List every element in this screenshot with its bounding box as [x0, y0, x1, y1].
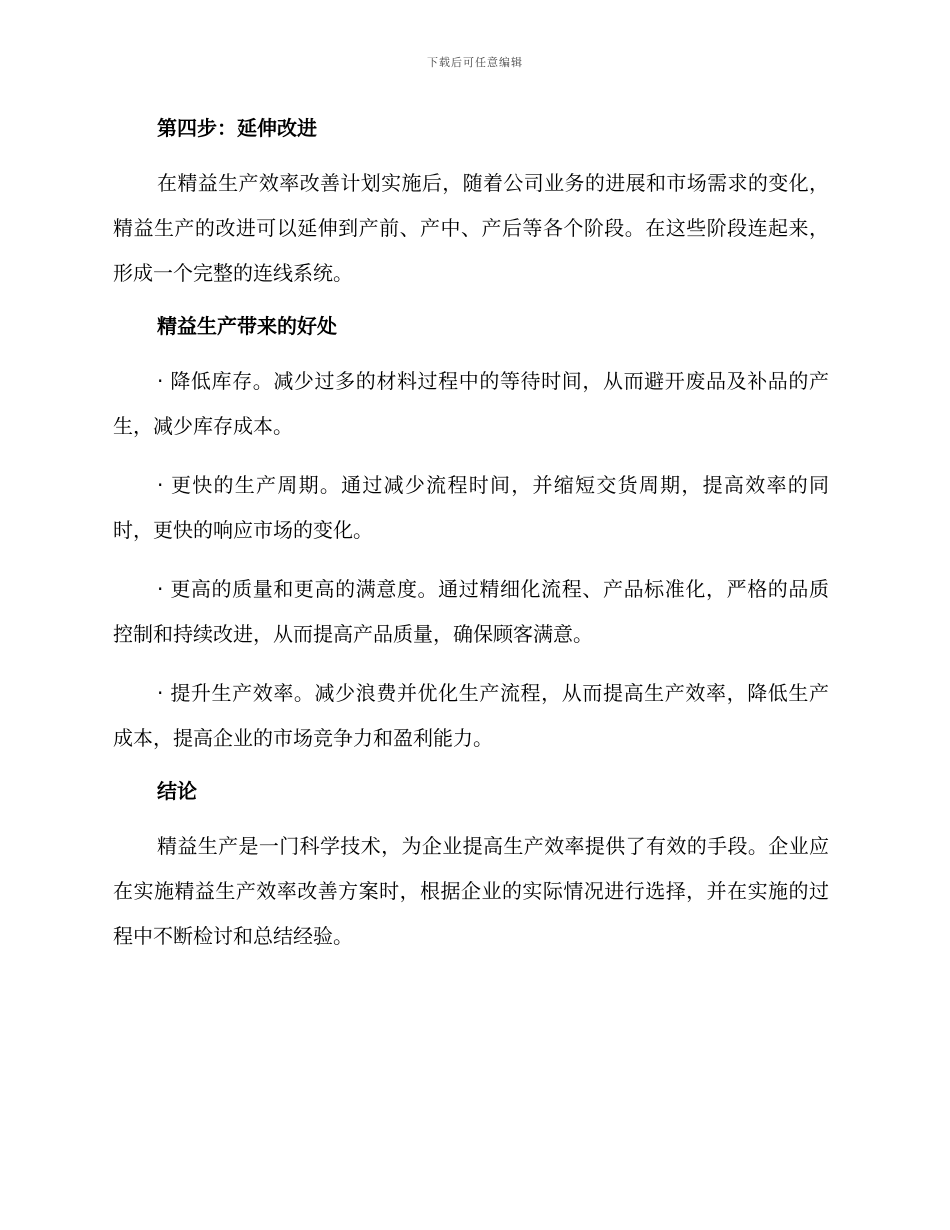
body-paragraph: 精益生产是一门科学技术，为企业提高生产效率提供了有效的手段。企业应在实施精益生产效率改善方案时，根据企业的实际情况进行选择，并在实施的过程中不断检讨和总结经验。 — [113, 834, 829, 948]
bullet-paragraph: · 更高的质量和更高的满意度。通过精细化流程、产品标准化，严格的品质控制和持续改进，从而提高产品质量，确保顾客满意。 — [113, 577, 829, 646]
section-heading: 第四步：延伸改进 — [157, 116, 317, 140]
body-paragraph: 在精益生产效率改善计划实施后，随着公司业务的进展和市场需求的变化，精益生产的改进可以延伸到产前、产中、产后等各个阶段。在这些阶段连起来，形成一个完整的连线系统。 — [113, 171, 829, 285]
section-heading: 精益生产带来的好处 — [157, 314, 337, 338]
document-body — [113, 112, 829, 973]
bullet-paragraph: · 更快的生产周期。通过减少流程时间，并缩短交货周期，提高效率的同时，更快的响应市场的变化。 — [113, 473, 829, 542]
section-benefits — [113, 310, 829, 761]
page-header: 下载后可任意编辑 — [427, 56, 523, 69]
section-conclusion — [113, 775, 829, 959]
section-heading: 结论 — [157, 779, 197, 803]
section-step-four — [113, 112, 829, 296]
bullet-paragraph: · 提升生产效率。减少浪费并优化生产流程，从而提高生产效率，降低生产成本，提高企业的市场竞争力和盈利能力。 — [113, 681, 829, 750]
bullet-paragraph: · 降低库存。减少过多的材料过程中的等待时间，从而避开废品及补品的产生，减少库存成本。 — [113, 369, 829, 438]
